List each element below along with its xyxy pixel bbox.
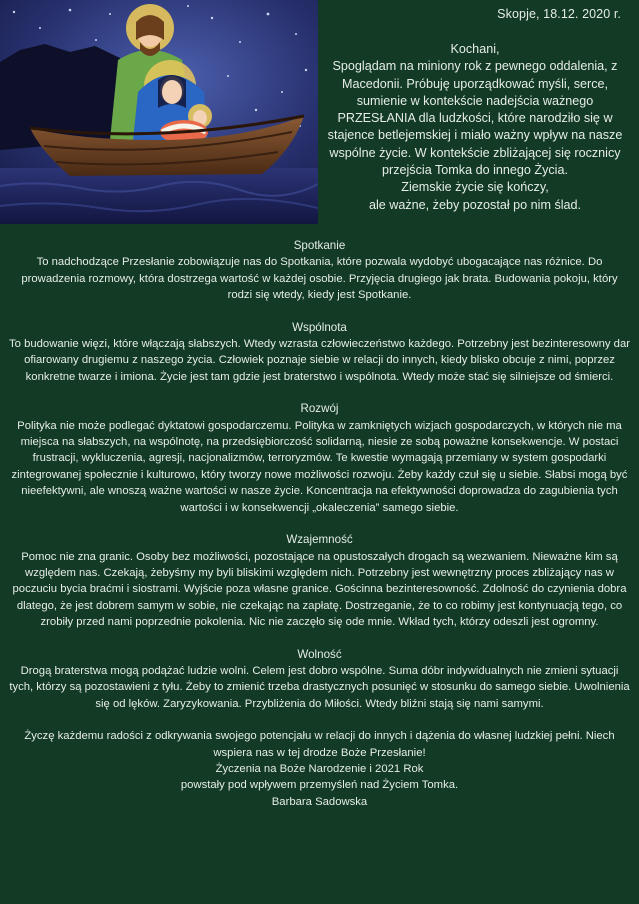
section-wspolnota — [8, 320, 631, 386]
letter-date: Skopje, 18.12. 2020 r. — [497, 7, 621, 21]
section-title: Wolność — [297, 647, 342, 661]
holy-family-boat-illustration — [0, 0, 318, 224]
section-text: Polityka nie może podlegać dyktatowi gospodarczemu. Polityka w zamkniętych wizjach gospodarczych, w których nie ma miejsca na słabszych, na wspólnotę, na przedsiębiorczość solidarną, niesie ze sobą poważne konsekwencje. W postaci frustracji, wykluczenia, agresji, nacjonalizmów, terroryzmów. Te kwestie wymagają przemiany w system gospodarki zintegrowanej społecznie i kulturowo, który tworzy nowe możliwości rozwoju. Żeby każdy czuł się u siebie. Słabsi mogą być nieefektywni, ale wnoszą ważne wartości w nasze życie. Koncentracja na efektywności doprowadza do zagubienia tych wartości i w konsekwencji „okaleczenia” samego siebie. — [11, 419, 628, 514]
salutation: Kochani, — [450, 42, 500, 56]
section-text: To budowanie więzi, które włączają słabszych. Wtedy wzrasta człowieczeństwo każdego. Potrzebny jest bezinteresowny dar ofiarowany drugiemu z naszego życia. Człowiek poznaje siebie w relacji do innych, kiedy blisko obcuje z nimi, poprzez konkretne twarze i imiona. Życie jest tam gdzie jest braterstwo i wspólnota. Wtedy może stać się silniejsze od śmierci. — [9, 338, 630, 383]
section-spotkanie — [8, 238, 631, 304]
intro-line: ale ważne, żeby pozostał po nim ślad. — [368, 197, 582, 212]
section-text: Pomoc nie zna granic. Osoby bez możliwości, pozostające na opustoszałych drogach są wezwaniem. Nieważne kim są względem nas. Czekają, żebyśmy my byli bliskimi względem nich. Potrzebny jest wewnętrzny proces zbliżający nas w poczuciu bycia braćmi i siostrami. Wyjście poza własne granice. Gościnna bezinteresowność. Zdolność do czynienia dobra dlatego, że jest dobrem samym w sobie, nie czekając na zapłatę. Dostrzeganie, że to co robimy jest kontynuacją tego, co zrobiły przed nami poprzednie pokolenia. Nic nie zaczęło się ode mnie. Wkład tych, którzy odeszli jest ogromny. — [12, 550, 627, 629]
intro-paragraph: Spoglądam na miniony rok z pewnego oddalenia, z Macedonii. Próbuję uporządkować myśli, serce, sumienie w kontekście nadejścia ważnego PRZESŁANIA dla ludzkości, które narodziło się w stajence betlejemskiej i miało ważny wpływ na nasze wspólne życie. W kontekście zbliżającej się rocznicy przejścia Tomka do innego Życia. — [327, 59, 623, 178]
section-text: Drogą braterstwa mogą podążać ludzie wolni. Celem jest dobro wspólne. Suma dóbr indywidualnych nie zmieni sytuacji tych, którzy są pozostawieni z tyłu. Żeby to zmienić trzeba drastycznych posunięć w stosunku do samego siebie. Uwolnienia się od lęków. Zaryzykowania. Przybliżenia do Miłości. Wtedy bliźni stają się nami samymi. — [9, 664, 630, 710]
section-wolnosc — [8, 647, 631, 713]
signature: Barbara Sadowska — [271, 795, 368, 808]
intro-line: Ziemskie życie się kończy, — [401, 180, 549, 195]
section-text: To nadchodzące Przesłanie zobowiązuje nas do Spotkania, które pozwala wydobyć ubogacające nas różnice. Do prowadzenia rozmowy, która dostrzega wartość w każdej osobie. Przyjęcia drugiego jak brata. Budowania pokoju, który rodzi się wtedy, kiedy jest Spotkanie. — [21, 256, 618, 302]
letter-body — [8, 238, 631, 810]
section-title: Spotkanie — [293, 239, 346, 252]
section-title: Wspólnota — [292, 320, 347, 334]
closing-greeting: Życzenia na Boże Narodzenie i 2021 Rok — [215, 762, 424, 775]
closing-wish: Życzę każdemu radości z odkrywania swojego potencjału w relacji do innych i dążenia do własnej ludzkiej pełni. Niech wspiera nas w tej drodze Boże Przesłanie! — [24, 730, 615, 759]
section-title: Rozwój — [300, 402, 339, 416]
section-title: Wzajemność — [286, 533, 353, 547]
closing-block — [8, 728, 631, 810]
section-rozwoj — [8, 401, 631, 516]
closing-note: powstały pod wpływem przemyśleń nad Życiem Tomka. — [180, 779, 459, 792]
intro-block — [325, 41, 625, 214]
section-wzajemnosc — [8, 532, 631, 630]
